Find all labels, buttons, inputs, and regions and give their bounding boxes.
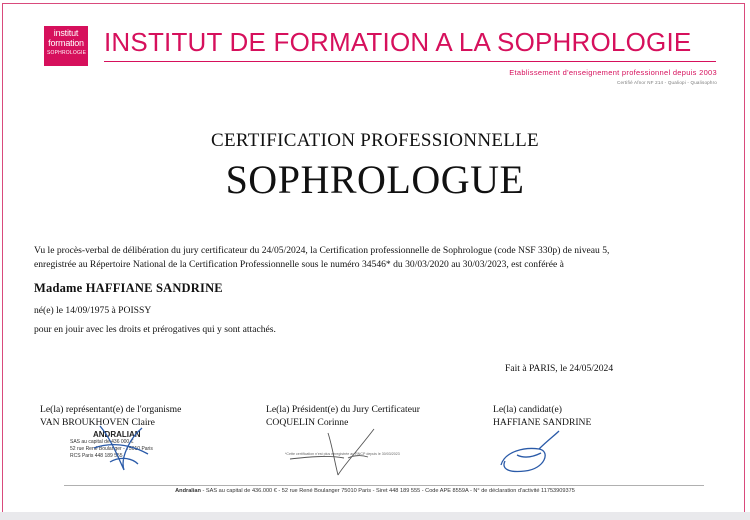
institute-name: INSTITUT DE FORMATION A LA SOPHROLOGIE (104, 27, 692, 57)
certificate-subtitle: SOPHROLOGUE (225, 157, 525, 202)
signature-role: Le(la) représentant(e) de l'organisme (40, 404, 182, 415)
signature-role: Le(la) candidat(e) (493, 404, 562, 415)
signature-name: COQUELIN Corinne (266, 416, 349, 428)
certificate-title: CERTIFICATION PROFESSIONNELLE (211, 130, 539, 151)
birth-info: né(e) le 14/09/1975 à POISSY (34, 305, 152, 316)
body-line-1: Vu le procès-verbal de délibération du jury certificateur du 24/05/2024, la Certification professionnelle de Sophrologue (code NSF 330p) de niveau 5, (34, 245, 610, 256)
recipient-name: Madame HAFFIANE SANDRINE (34, 281, 223, 295)
institute-tagline: Etablissement d'enseignement professionnel depuis 2003 (509, 68, 717, 77)
institute-logo (44, 26, 88, 66)
rights-statement: pour en jouir avec les droits et prérogatives qui y sont attachés. (34, 324, 276, 335)
stamp-line-3: RCS Paris 448 189 555 (70, 453, 123, 459)
signature-name: HAFFIANE SANDRINE (493, 416, 592, 428)
signature-name: VAN BROUKHOVEN Claire (40, 416, 155, 428)
institute-certification: Certifié Afnor NF 214 - Qualiopi - Qualisophro (617, 80, 717, 85)
place-date: Fait à PARIS, le 24/05/2024 (505, 363, 614, 374)
logo-text-1: institut (53, 28, 79, 38)
page-shadow (0, 512, 750, 520)
body-line-2: enregistrée au Répertoire National de la Certification Professionnelle sous le numéro 34546* du 30/03/2020 au 30/03/2023, est conférée à (34, 258, 564, 270)
rncp-note: *Cette certification n'est plus enregistrée au RNCP depuis le 30/03/2023 (285, 452, 400, 456)
logo-text-3: SOPHROLOGIE (47, 50, 87, 56)
certificate-body (34, 244, 724, 271)
footer-divider (64, 485, 704, 486)
candidate-signature (495, 425, 565, 480)
stamp-line-1: SAS au capital de 436 000 € (70, 439, 134, 445)
header-divider (104, 61, 716, 62)
footer (0, 488, 750, 494)
stamp-name: ANDRALIAN (93, 430, 141, 439)
organisation-signature (80, 418, 160, 478)
logo-text-2: formation (48, 38, 84, 48)
signature-role: Le(la) Président(e) du Jury Certificateur (266, 404, 420, 415)
stamp-line-2: 52 rue René Boulanger - 75010 Paris (70, 446, 153, 452)
footer-details: - SAS au capital de 436.000 € - 52 rue René Boulanger 75010 Paris - Siret 448 189 555 - Code APE 8559A - N° de déclaration d'activité 11753909375 (200, 488, 575, 494)
footer-company: Andralian (175, 488, 201, 494)
